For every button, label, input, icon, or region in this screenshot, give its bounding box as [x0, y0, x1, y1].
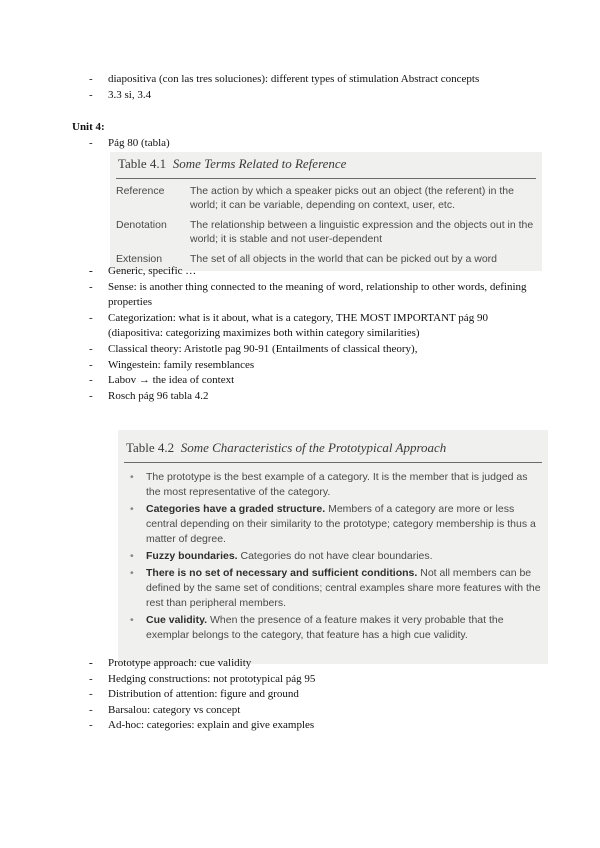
bullet-text: The prototype is the best example of a category. It is the member that is judged as the most representative of the category.	[146, 471, 528, 498]
table-number: Table 4.1	[118, 156, 167, 171]
list-item: - Barsalou: category vs concept	[0, 703, 600, 719]
table-title: Some Terms Related to Reference	[172, 156, 347, 171]
table-bullet	[126, 549, 544, 564]
table-bullet	[126, 470, 544, 500]
bullet-lead: Fuzzy boundaries.	[146, 550, 238, 562]
unit-list-c	[0, 656, 600, 734]
bullet-text: Categories do not have clear boundaries.	[237, 550, 433, 562]
table-definition: The relationship between a linguistic expression and the objects out in the world; it is stable and not user-dependent	[190, 219, 534, 245]
table-rule	[116, 178, 536, 179]
table-4-1-image	[110, 152, 542, 271]
bullet-text: When the presence of a feature makes it very probable that the exemplar belongs to the category, that feature has a high cue validity.	[146, 614, 504, 641]
table-definition: The set of all objects in the world that can be picked out by a word	[190, 253, 498, 265]
unit-list-a	[0, 136, 600, 152]
list-item: - 3.3 si, 3.4	[0, 88, 600, 104]
table-definition: The action by which a speaker picks out an object (the referent) in the world; it can be variable, depending on context, user, etc.	[190, 185, 514, 211]
list-item: - diapositiva (con las tres soluciones): different types of stimulation Abstract concepts	[0, 72, 600, 88]
bullet-text: Members of a category are more or less central depending on their similarity to the prototype; category membership is thus a matter of degree.	[146, 503, 536, 545]
list-item: - Sense: is another thing connected to the meaning of word, relationship to other words, defining properties	[0, 280, 600, 311]
table-term: Extension	[116, 253, 163, 265]
list-item: - Classical theory: Aristotle pag 90-91 (Entailments of classical theory),	[0, 342, 600, 358]
list-item: - Ad-hoc: categories: explain and give examples	[0, 718, 600, 734]
table-caption	[126, 440, 446, 456]
list-item: - Prototype approach: cue validity	[0, 656, 600, 672]
table-caption	[118, 156, 346, 172]
bullet-lead: There is no set of necessary and sufficient conditions.	[146, 567, 418, 579]
table-rule	[124, 462, 542, 463]
table-term: Reference	[116, 185, 165, 197]
table-number: Table 4.2	[126, 440, 175, 455]
bullet-lead: Cue validity.	[146, 614, 208, 626]
list-item: - Wingestein: family resemblances	[0, 358, 600, 374]
list-item: - Categorization: what is it about, what is a category, THE MOST IMPORTANT pág 90 (diapositiva: categorizing maximizes both within category similarities)	[0, 311, 600, 342]
table-title: Some Characteristics of the Prototypical Approach	[180, 440, 447, 455]
table-bullet-list	[126, 470, 544, 645]
table-bullet	[126, 613, 544, 643]
unit-heading: Unit 4:	[72, 121, 105, 133]
list-item: - Labov → the idea of context	[0, 373, 600, 389]
table-bullet	[126, 502, 544, 547]
list-item: - Distribution of attention: figure and ground	[0, 687, 600, 703]
top-list	[0, 72, 600, 103]
list-item: - Hedging constructions: not prototypical pág 95	[0, 672, 600, 688]
table-term: Denotation	[116, 219, 167, 231]
unit-list-b	[0, 264, 600, 404]
table-bullet	[126, 566, 544, 611]
bullet-lead: Categories have a graded structure.	[146, 503, 326, 515]
bullet-text: Not all members can be defined by the same set of conditions; central examples share more features with the rest than peripheral members.	[146, 567, 541, 609]
table-4-2-image	[118, 430, 548, 664]
list-item: - Generic, specific …	[0, 264, 600, 280]
list-item: - Pág 80 (tabla)	[0, 136, 600, 152]
list-item: - Rosch pág 96 tabla 4.2	[0, 389, 600, 405]
